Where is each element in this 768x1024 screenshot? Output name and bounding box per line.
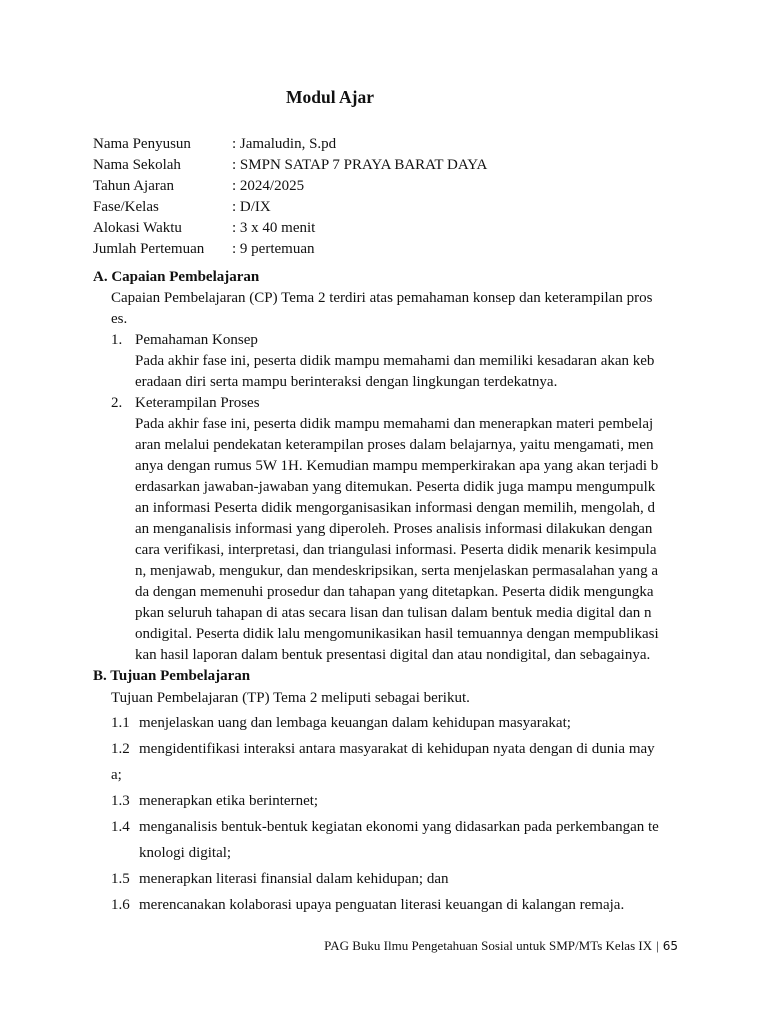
text-line: n, menjawab, mengukur, dan mendeskripsikan, serta menjelaskan permasalahan yang a: [135, 563, 658, 579]
meta-label: Tahun Ajaran: [93, 178, 175, 194]
text-line: es.: [111, 311, 128, 327]
objective-item-1-6: [93, 892, 678, 918]
text-line: an informasi Peserta didik mengorganisasikan informasi dengan memilih, mengolah, d: [135, 500, 656, 516]
objective-item-1-2: [93, 736, 678, 788]
text-line: Tujuan Pembelajaran (TP) Tema 2 meliputi sebagai berikut.: [111, 690, 470, 706]
meta-row-alokasi: [93, 218, 487, 239]
section-capaian: [93, 267, 678, 666]
list-number: 1.5: [111, 871, 130, 887]
text-line: erdasarkan jawaban-jawaban yang ditemukan. Peserta didik juga mampu mengumpulk: [135, 479, 656, 495]
text-line: knologi digital;: [139, 845, 232, 861]
text-line: merencanakan kolaborasi upaya penguatan literasi keuangan di kalangan remaja.: [139, 897, 625, 913]
text-line: ondigital. Peserta didik lalu mengomunikasikan hasil temuannya dengan mempublikasi: [135, 626, 659, 642]
meta-row-tahun: [93, 176, 487, 197]
text-line: menjelaskan uang dan lembaga keuangan dalam kehidupan masyarakat;: [139, 715, 571, 731]
objective-item-1-3: [93, 788, 678, 814]
meta-label: Alokasi Waktu: [93, 220, 182, 236]
text-line: pkan seluruh tahapan di atas secara lisan dan tulisan dalam bentuk media digital dan n: [135, 605, 652, 621]
meta-value: : 3 x 40 menit: [232, 220, 316, 236]
section-heading: A. Capaian Pembelajaran: [93, 269, 260, 285]
meta-value: : Jamaludin, S.pd: [232, 136, 337, 152]
meta-row-fase: [93, 197, 487, 218]
text-line: menganalisis bentuk-bentuk kegiatan ekonomi yang didasarkan pada perkembangan te: [139, 819, 659, 835]
identity-table: [93, 134, 487, 260]
section-tujuan: [93, 666, 678, 918]
text-line: cara verifikasi, interpretasi, dan triangulasi informasi. Peserta didik menarik kesimpula: [135, 542, 657, 558]
meta-label: Nama Sekolah: [93, 157, 181, 173]
section-heading: B. Tujuan Pembelajaran: [93, 668, 251, 684]
text-line: kan hasil laporan dalam bentuk presentasi digital dan atau nondigital, dan sebagainya.: [135, 647, 651, 663]
meta-row-penyusun: [93, 134, 487, 155]
meta-value: : D/IX: [232, 199, 271, 215]
list-number: 1.2: [111, 741, 130, 757]
list-number: 2.: [111, 395, 123, 411]
text-line: Pada akhir fase ini, peserta didik mampu memahami dan menerapkan materi pembelaj: [135, 416, 654, 432]
meta-row-sekolah: [93, 155, 487, 176]
list-number: 1.1: [111, 715, 130, 731]
page-number: 65: [662, 939, 678, 953]
list-number: 1.6: [111, 897, 130, 913]
footer-separator: |: [656, 938, 659, 953]
meta-row-pertemuan: [93, 239, 487, 260]
objective-item-1-5: [93, 866, 678, 892]
meta-label: Jumlah Pertemuan: [93, 241, 205, 257]
page-footer: [324, 938, 678, 954]
text-line: mengidentifikasi interaksi antara masyarakat di kehidupan nyata dengan di dunia may: [139, 741, 655, 757]
text-line: menerapkan literasi finansial dalam kehidupan; dan: [139, 871, 449, 887]
text-line: anya dengan rumus 5W 1H. Kemudian mampu memperkirakan apa yang akan terjadi b: [135, 458, 659, 474]
section-intro: [93, 288, 678, 330]
list-number: 1.: [111, 332, 123, 348]
meta-label: Nama Penyusun: [93, 136, 191, 152]
footer-text: PAG Buku Ilmu Pengetahuan Sosial untuk SMP/MTs Kelas IX: [324, 938, 653, 953]
meta-value: : SMPN SATAP 7 PRAYA BARAT DAYA: [232, 157, 488, 173]
section-intro: [93, 687, 678, 709]
list-item-keterampilan: [93, 393, 678, 666]
text-line: da dengan memenuhi prosedur dan tahapan yang ditetapkan. Peserta didik mengungka: [135, 584, 654, 600]
text-line: a;: [111, 767, 122, 783]
text-line: aran melalui pendekatan keterampilan proses dalam belajarnya, yaitu mengamati, men: [135, 437, 654, 453]
list-item-title: Keterampilan Proses: [135, 395, 260, 411]
list-item-title: Pemahaman Konsep: [135, 332, 258, 348]
objective-item-1-1: [93, 710, 678, 736]
list-item-pemahaman: [93, 330, 678, 393]
text-line: Capaian Pembelajaran (CP) Tema 2 terdiri atas pemahaman konsep dan keterampilan pros: [111, 290, 653, 306]
meta-value: : 2024/2025: [232, 178, 305, 194]
objective-item-1-4: [93, 814, 678, 866]
page-title: Modul Ajar: [286, 87, 374, 107]
text-line: an menganalisis informasi yang diperoleh. Proses analisis informasi dilakukan dengan: [135, 521, 653, 537]
meta-value: : 9 pertemuan: [232, 241, 315, 257]
text-line: Pada akhir fase ini, peserta didik mampu memahami dan memiliki kesadaran akan keb: [135, 353, 655, 369]
text-line: menerapkan etika berinternet;: [139, 793, 319, 809]
meta-label: Fase/Kelas: [93, 199, 159, 215]
list-number: 1.3: [111, 793, 130, 809]
text-line: eradaan diri serta mampu berinteraksi dengan lingkungan terdekatnya.: [135, 374, 558, 390]
list-number: 1.4: [111, 819, 130, 835]
